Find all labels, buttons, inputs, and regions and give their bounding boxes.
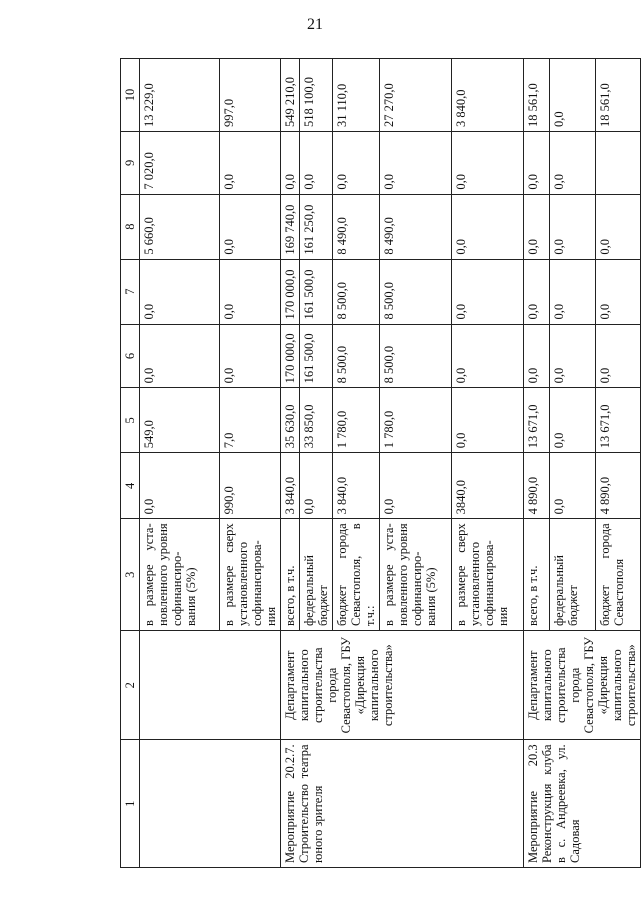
header-row bbox=[121, 59, 140, 868]
executor-cell: Департамент капитального строительства города Севастополя, ГБУ «Дирекция капитального строительства» bbox=[524, 631, 641, 740]
row-label: федеральный бюджет bbox=[550, 519, 595, 631]
row-label: в размере сверх установленного софинансирова-ния bbox=[452, 519, 524, 631]
table-cell: 0,0 bbox=[595, 324, 640, 388]
row-label: в размере уста-новленного уровня софинансиро-вания (5%) bbox=[140, 519, 220, 631]
column-header: 6 bbox=[121, 324, 140, 388]
table-cell: 0,0 bbox=[220, 132, 281, 195]
table-cell: 170 000,0 bbox=[281, 324, 300, 388]
column-header: 2 bbox=[121, 631, 140, 740]
table-cell: 0,0 bbox=[524, 324, 550, 388]
table-cell: 0,0 bbox=[550, 194, 595, 259]
table-cell: 8 490,0 bbox=[380, 194, 452, 259]
table-cell: 0,0 bbox=[452, 388, 524, 453]
table-cell: 170 000,0 bbox=[281, 259, 300, 324]
column-header: 8 bbox=[121, 194, 140, 259]
table-cell: 0,0 bbox=[524, 194, 550, 259]
column-header: 4 bbox=[121, 453, 140, 519]
table-cell bbox=[595, 132, 640, 195]
row-label: всего, в т.ч. bbox=[524, 519, 550, 631]
column-header: 3 bbox=[121, 519, 140, 631]
table-cell: 0,0 bbox=[452, 194, 524, 259]
table-cell: 3840,0 bbox=[452, 453, 524, 519]
table-cell: 18 561,0 bbox=[595, 59, 640, 132]
rotated-table-wrapper bbox=[120, 58, 638, 868]
table-cell: 3 840,0 bbox=[333, 453, 380, 519]
table-cell: 0,0 bbox=[550, 453, 595, 519]
table-cell: 4 890,0 bbox=[524, 453, 550, 519]
table-cell: 1 780,0 bbox=[380, 388, 452, 453]
column-header: 5 bbox=[121, 388, 140, 453]
column-header: 10 bbox=[121, 59, 140, 132]
table-cell: 161 250,0 bbox=[300, 194, 333, 259]
row-label: бюджет города Севастополя bbox=[595, 519, 640, 631]
table-cell: 0,0 bbox=[550, 132, 595, 195]
table-cell: 0,0 bbox=[524, 259, 550, 324]
column-header: 9 bbox=[121, 132, 140, 195]
table-cell: 18 561,0 bbox=[524, 59, 550, 132]
table-row bbox=[140, 59, 220, 868]
table-row bbox=[281, 59, 300, 868]
table-cell: 8 490,0 bbox=[333, 194, 380, 259]
row-label: бюджет города Севастополя, в т.ч.: bbox=[333, 519, 380, 631]
budget-table bbox=[120, 58, 641, 868]
table-cell: 0,0 bbox=[452, 132, 524, 195]
table-cell: 997,0 bbox=[220, 59, 281, 132]
measure-name-cell: Мероприятие 20.3 Реконструкция клуба в с. Андреевка, ул. Садовая bbox=[524, 740, 641, 868]
table-cell: 0,0 bbox=[220, 259, 281, 324]
table-cell: 0,0 bbox=[595, 259, 640, 324]
table-cell: 13 671,0 bbox=[524, 388, 550, 453]
table-cell: 169 740,0 bbox=[281, 194, 300, 259]
row-label: в размере сверх установленного софинансирова-ния bbox=[220, 519, 281, 631]
page-number: 21 bbox=[307, 16, 323, 33]
table-cell: 35 630,0 bbox=[281, 388, 300, 453]
table-cell: 161 500,0 bbox=[300, 259, 333, 324]
table-cell: 0,0 bbox=[550, 259, 595, 324]
column-header: 7 bbox=[121, 259, 140, 324]
table-cell: 8 500,0 bbox=[380, 259, 452, 324]
table-cell: 549 210,0 bbox=[281, 59, 300, 132]
table-cell: 31 110,0 bbox=[333, 59, 380, 132]
executor-cell: Департамент капитального строительства города Севастополя, ГБУ «Дирекция капитального строительства» bbox=[281, 631, 524, 740]
table-cell: 0,0 bbox=[220, 194, 281, 259]
table-cell: 0,0 bbox=[550, 59, 595, 132]
table-cell: 0,0 bbox=[595, 194, 640, 259]
table-cell: 13 229,0 bbox=[140, 59, 220, 132]
table-cell: 0,0 bbox=[550, 324, 595, 388]
table-cell: 0,0 bbox=[524, 132, 550, 195]
table-cell: 0,0 bbox=[140, 259, 220, 324]
table-cell: 7 020,0 bbox=[140, 132, 220, 195]
table-cell: 8 500,0 bbox=[380, 324, 452, 388]
table-row bbox=[524, 59, 550, 868]
table-cell: 3 840,0 bbox=[281, 453, 300, 519]
table-cell: 7,0 bbox=[220, 388, 281, 453]
table-cell: 518 100,0 bbox=[300, 59, 333, 132]
table-cell: 0,0 bbox=[300, 132, 333, 195]
row-label: всего, в т.ч. bbox=[281, 519, 300, 631]
table-cell: 990,0 bbox=[220, 453, 281, 519]
table-cell: 4 890,0 bbox=[595, 453, 640, 519]
column-header: 1 bbox=[121, 740, 140, 868]
table-cell: 27 270,0 bbox=[380, 59, 452, 132]
table-cell: 1 780,0 bbox=[333, 388, 380, 453]
table-cell: 549,0 bbox=[140, 388, 220, 453]
table-cell: 0,0 bbox=[452, 324, 524, 388]
executor-cell bbox=[140, 631, 281, 740]
table-cell: 0,0 bbox=[380, 453, 452, 519]
table-cell: 0,0 bbox=[140, 453, 220, 519]
table-cell: 0,0 bbox=[281, 132, 300, 195]
table-cell: 3 840,0 bbox=[452, 59, 524, 132]
table-cell: 0,0 bbox=[452, 259, 524, 324]
table-cell: 0,0 bbox=[140, 324, 220, 388]
table-cell: 0,0 bbox=[220, 324, 281, 388]
table-cell: 13 671,0 bbox=[595, 388, 640, 453]
row-label: в размере уста-новленного уровня софинансиро-вания (5%) bbox=[380, 519, 452, 631]
table-cell: 0,0 bbox=[333, 132, 380, 195]
measure-name-cell bbox=[140, 740, 281, 868]
table-cell: 8 500,0 bbox=[333, 324, 380, 388]
table-cell: 5 660,0 bbox=[140, 194, 220, 259]
table-cell: 0,0 bbox=[550, 388, 595, 453]
table-cell: 161 500,0 bbox=[300, 324, 333, 388]
row-label: федеральный бюджет bbox=[300, 519, 333, 631]
table-cell: 33 850,0 bbox=[300, 388, 333, 453]
table-cell: 0,0 bbox=[300, 453, 333, 519]
table-cell: 8 500,0 bbox=[333, 259, 380, 324]
measure-name-cell: Мероприятие 20.2.7. Строительство театра юного зрителя bbox=[281, 740, 524, 868]
table-cell: 0,0 bbox=[380, 132, 452, 195]
